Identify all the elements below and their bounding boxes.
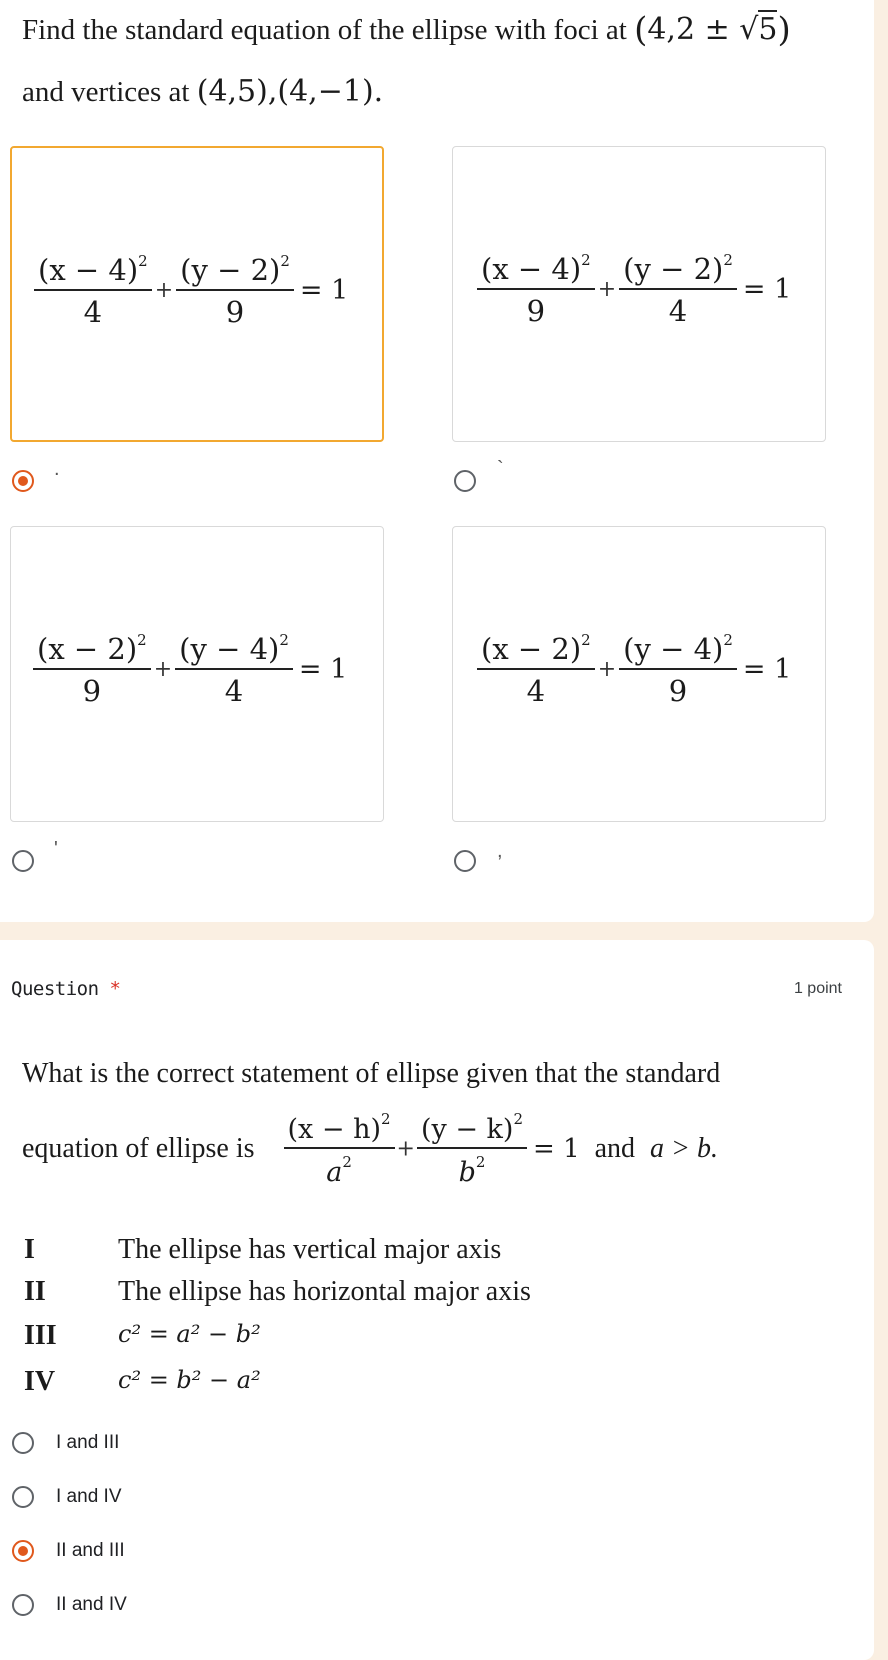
question-1-text: Find the standard equation of the ellipse with foci at [22, 14, 627, 46]
option-a-label: . [54, 458, 60, 480]
numerator: (y − 4) [623, 632, 724, 666]
choice-radio[interactable] [12, 1486, 34, 1508]
foci-value: 4,2 ± [647, 12, 740, 47]
choice-radio[interactable] [12, 1540, 34, 1562]
numerator: (y − 4) [179, 632, 280, 666]
fraction [619, 631, 737, 708]
exponent: 2 [137, 631, 147, 649]
denominator: 4 [224, 674, 244, 708]
statement-text: c² = b² − a² [118, 1366, 261, 1394]
choice-label: II and III [56, 1540, 125, 1561]
plus-sign: + [154, 278, 174, 303]
option-b-equation [475, 251, 791, 328]
equation-prefix: equation of ellipse is [22, 1133, 255, 1164]
numerator: (x − 2) [481, 632, 582, 666]
points-label: 1 point [793, 980, 842, 997]
exponent: 2 [138, 252, 148, 270]
choice-label: I and III [56, 1432, 120, 1453]
numerator: (y − 2) [180, 253, 281, 287]
equals-one: = 1 [742, 654, 792, 685]
exponent: 2 [581, 251, 591, 269]
equals-one: = 1 [533, 1134, 580, 1164]
paren-close: ) [777, 10, 791, 50]
denominator: 9 [82, 674, 102, 708]
choice-radio[interactable] [12, 1432, 34, 1454]
option-b-label: ` [497, 458, 504, 480]
option-d-label: , [497, 840, 503, 862]
condition-text: a > b. [650, 1133, 718, 1164]
statement-label: IV [24, 1366, 56, 1397]
exponent: 2 [723, 631, 733, 649]
equals-one: = 1 [298, 654, 348, 685]
question-2-text-line1: What is the correct statement of ellipse given that the standard [22, 1058, 721, 1089]
statement-label: II [24, 1276, 46, 1307]
option-d-tile[interactable] [452, 526, 826, 822]
choice-label: I and IV [56, 1486, 122, 1507]
standard-equation [282, 1110, 580, 1188]
option-d-equation [475, 631, 791, 708]
paren-open: ( [634, 10, 648, 50]
denominator: 9 [668, 674, 688, 708]
exponent: 2 [280, 252, 290, 270]
exponent: 2 [279, 631, 289, 649]
option-c-label: ' [54, 838, 58, 860]
plus-sign: + [153, 657, 173, 682]
required-mark: * [109, 978, 121, 1000]
exponent: 2 [581, 631, 591, 649]
fraction [417, 1110, 527, 1188]
plus-sign: + [597, 657, 617, 682]
fraction [176, 252, 294, 329]
question-2-header [11, 978, 120, 1000]
numerator: (y − 2) [623, 252, 724, 286]
foci-sqrt-value: 5 [758, 12, 778, 47]
vertices-value: (4,5),(4,−1). [196, 74, 384, 109]
fraction [34, 252, 152, 329]
option-a-radio[interactable] [12, 470, 34, 492]
statement-label: III [24, 1320, 57, 1351]
statement-text: The ellipse has horizontal major axis [118, 1276, 531, 1307]
plus-sign: + [597, 277, 617, 302]
choice-radio[interactable] [12, 1594, 34, 1616]
statement-text: The ellipse has vertical major axis [118, 1234, 502, 1265]
statement-text: c² = a² − b² [118, 1320, 261, 1348]
denominator: 4 [526, 674, 546, 708]
numerator: (x − 4) [481, 252, 582, 286]
numerator: (y − k) [420, 1114, 514, 1145]
fraction [33, 631, 151, 708]
vertices-label: and vertices at [22, 76, 190, 108]
option-c-equation [31, 631, 347, 708]
question-2-text-line2 [22, 1110, 718, 1188]
denominator: 4 [83, 295, 103, 329]
exponent: 2 [342, 1153, 352, 1171]
exponent: 2 [723, 251, 733, 269]
option-d-radio[interactable] [454, 850, 476, 872]
question-1-text-line2 [22, 74, 383, 109]
equals-one: = 1 [742, 274, 792, 305]
numerator: (x − 2) [37, 632, 138, 666]
choice-label: II and IV [56, 1594, 127, 1615]
fraction [175, 631, 293, 708]
denominator: 4 [668, 294, 688, 328]
denominator: b [458, 1157, 476, 1188]
option-b-radio[interactable] [454, 470, 476, 492]
and-text: and [594, 1133, 636, 1164]
option-b-tile[interactable] [452, 146, 826, 442]
fraction [477, 631, 595, 708]
option-c-radio[interactable] [12, 850, 34, 872]
sqrt-icon: √ [739, 12, 759, 47]
question-card-2 [0, 940, 874, 1660]
fraction [284, 1110, 395, 1188]
question-1-text-line1 [22, 10, 791, 50]
option-a-equation [32, 252, 348, 329]
equals-one: = 1 [299, 275, 349, 306]
exponent: 2 [475, 1153, 486, 1171]
plus-sign: + [396, 1136, 415, 1162]
numerator: (x − 4) [38, 253, 139, 287]
statement-label: I [24, 1234, 35, 1265]
denominator: 9 [526, 294, 546, 328]
fraction [619, 251, 737, 328]
question-label: Question [11, 978, 99, 1000]
fraction [477, 251, 595, 328]
exponent: 2 [513, 1110, 524, 1128]
numerator: (x − h) [287, 1114, 381, 1145]
exponent: 2 [381, 1110, 391, 1128]
denominator: a [326, 1157, 343, 1188]
option-c-tile[interactable] [10, 526, 384, 822]
option-a-tile[interactable] [10, 146, 384, 442]
denominator: 9 [225, 295, 245, 329]
